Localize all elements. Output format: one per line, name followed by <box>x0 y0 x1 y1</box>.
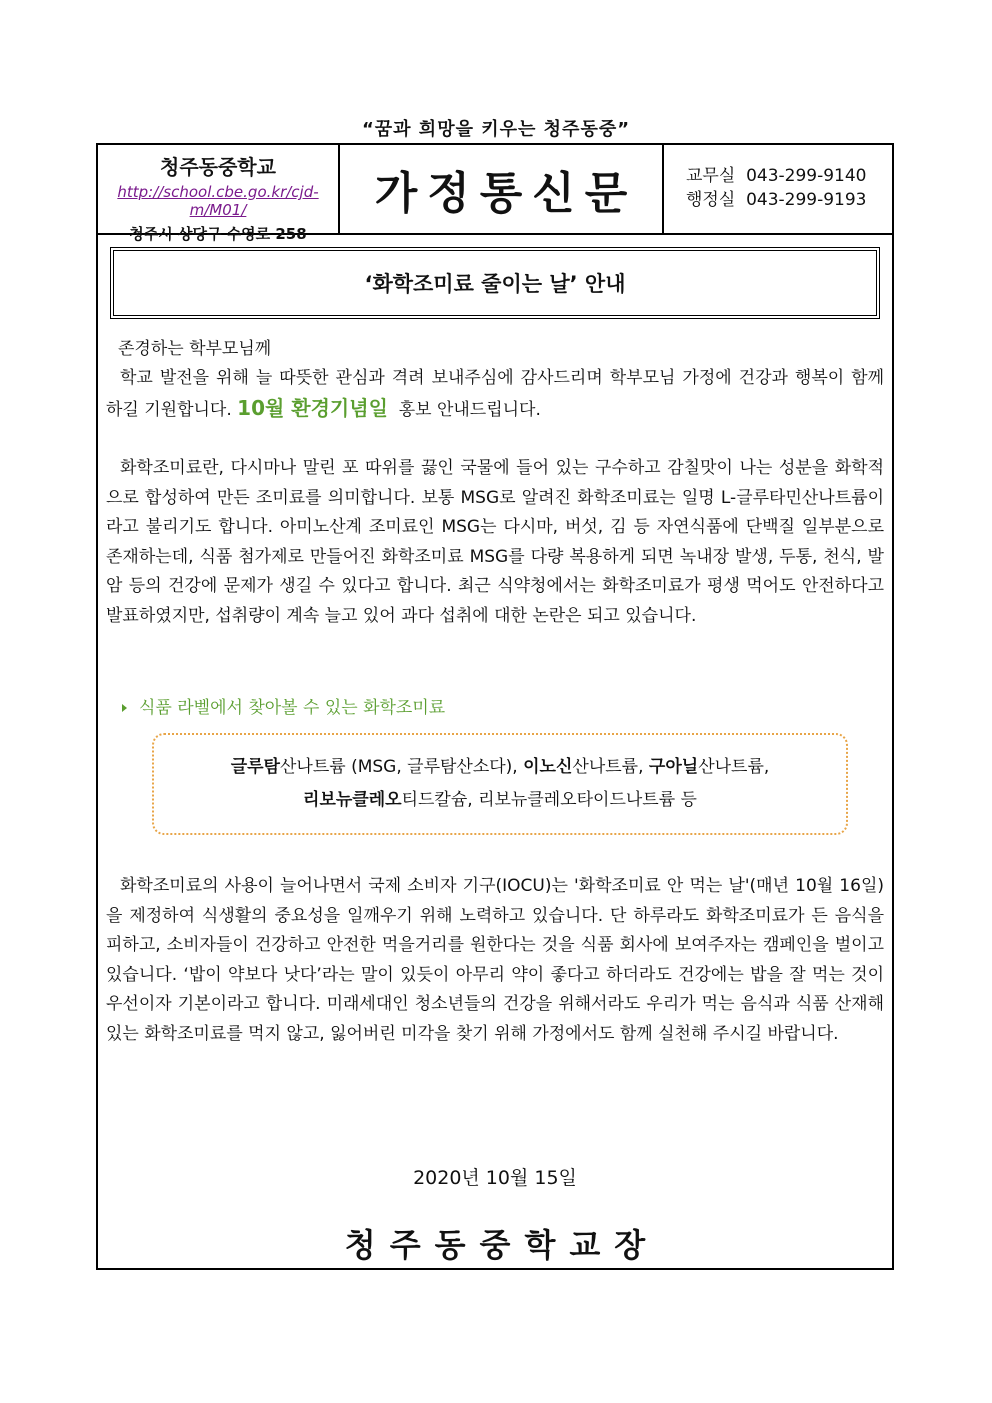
header-table <box>98 145 892 243</box>
label-text-2: 산나트륨, <box>572 757 649 777</box>
intro-text-end: 홍보 안내드립니다. <box>387 399 541 420</box>
greeting: 존경하는 학부모님께 <box>118 339 272 359</box>
label-text-3: 산나트륨, <box>698 757 770 777</box>
label-bold-2: 이노신 <box>523 757 573 777</box>
label-bold-4: 리보뉴클레오 <box>303 790 402 810</box>
phone-office: 교무실 043-299-9140 <box>686 166 867 186</box>
school-name: 청주동중학교 <box>160 155 276 179</box>
school-url-link[interactable]: http://school.cbe.go.kr/cjd-m/M01/ <box>117 183 319 219</box>
label-bold-1: 글루탐 <box>230 757 280 777</box>
school-info-cell <box>98 145 340 243</box>
principal-signature: 청주동중학교장 <box>344 1226 660 1264</box>
subheading-text: 식품 라벨에서 찾아볼 수 있는 화학조미료 <box>139 698 446 718</box>
body-paragraph-1: 화학조미료란, 다시마나 말린 포 따위를 끓인 국물에 들어 있는 구수하고 감칠맛이 나는 성분을 화학적으로 합성하여 만든 조미료를 의미합니다. 보통 MSG로 알려진 화학조미료는 일명 L-글루타민산나트륨이라고 불리기도 합니다. 아미노산계 조미료인 MSG는 다시마, 버섯, 김 등 자연식품에 단백질 일부분으로 존재하는데, 식품 첨가제로 만들어진 화학조미료 MSG를 다량 복용하게 되면 녹내장 발생, 두통, 천식, 발암 등의 건강에 문제가 생길 수 있다고 합니다. 최근 식약청에서는 화학조미료가 평생 먹어도 안전하다고 발표하였지만, 섭취량이 계속 늘고 있어 과다 섭취에 대한 논란은 되고 있습니다. <box>106 458 884 626</box>
label-text-1: 산나트륨 (MSG, 글루탐산소다), <box>279 757 524 777</box>
paper-name: 가정통신문 <box>374 168 638 219</box>
notice-title: ‘화학조미료 줄이는 날’ 안내 <box>364 272 626 296</box>
intro-highlight: 10월 환경기념일 <box>237 395 388 420</box>
label-examples-box <box>152 733 848 835</box>
newsletter-frame <box>96 143 894 1270</box>
triangle-bullet-icon <box>122 704 127 712</box>
paper-name-cell <box>340 145 664 233</box>
label-text-4: 티드칼슘, 리보뉴클레오타이드나트륨 등 <box>401 790 697 810</box>
phone-admin: 행정실 043-299-9193 <box>686 190 867 210</box>
contact-cell <box>664 145 892 233</box>
title-box <box>110 247 880 319</box>
motto: “꿈과 희망을 키우는 청주동중” <box>361 119 631 140</box>
phone-numbers <box>686 164 867 212</box>
body-paragraph-2: 화학조미료의 사용이 늘어나면서 국제 소비자 기구(IOCU)는 '화학조미료 안 먹는 날'(매년 10월 16일)을 제정하여 식생활의 중요성을 일깨우기 위해 노력하고 있습니다. 단 하루라도 화학조미료가 든 음식을 피하고, 소비자들이 건강하고 안전한 먹을거리를 원한다는 것을 식품 회사에 보여주자는 캠페인을 벌이고 있습니다. ‘밥이 약보다 낫다’라는 말이 있듯이 아무리 약이 좋다고 하더라도 건강에는 밥을 잘 먹는 것이 우선이자 기본이라고 합니다. 미래세대인 청소년들의 건강을 위해서라도 우리가 먹는 음식과 식품 산재해 있는 화학조미료를 먹지 않고, 잃어버린 미각을 찾기 위해 가정에서도 함께 실천해 주시길 바랍니다. <box>106 876 884 1044</box>
label-line-2 <box>154 784 846 817</box>
label-line-1 <box>154 751 846 784</box>
intro-text: 학교 발전을 위해 늘 따뜻한 관심과 격려 보내주심에 감사드리며 학부모님 가정에 건강과 행복이 함께 하길 기원합니다. <box>106 368 884 420</box>
intro-paragraph <box>106 364 884 425</box>
issue-date: 2020년 10월 15일 <box>413 1167 577 1189</box>
label-bold-3: 구아닐 <box>648 757 699 777</box>
school-address: 청주시 상당구 수영로 258 <box>129 225 307 243</box>
subheading <box>122 693 445 718</box>
